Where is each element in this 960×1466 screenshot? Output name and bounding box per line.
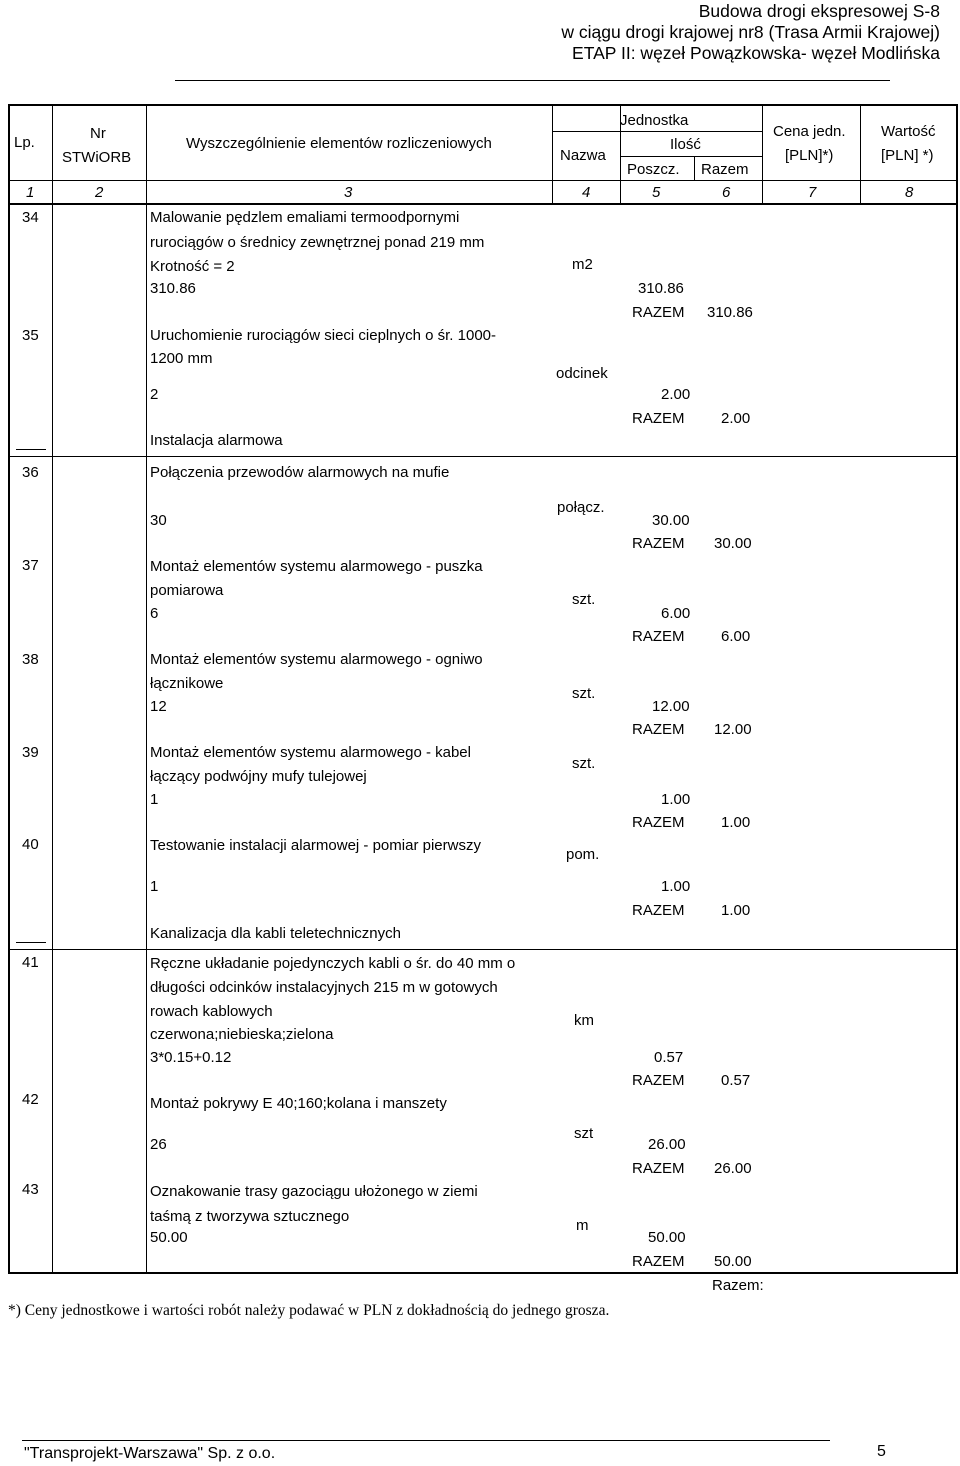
row-description: Krotność = 2 bbox=[150, 258, 235, 275]
row-formula: 6 bbox=[150, 605, 159, 622]
row-formula: 1 bbox=[150, 791, 159, 808]
row-lp: 37 bbox=[22, 557, 39, 574]
col-value-header: Wartość bbox=[881, 123, 936, 140]
row-qty: 6.00 bbox=[661, 605, 691, 622]
row-lp: 35 bbox=[22, 327, 39, 344]
section-marker bbox=[16, 942, 46, 943]
row-formula: 310.86 bbox=[150, 280, 196, 297]
col-stwiorb-header: STWiORB bbox=[62, 149, 132, 166]
row-lp: 36 bbox=[22, 464, 39, 481]
row-razem-label: RAZEM bbox=[632, 535, 685, 552]
doc-title-line2: w ciągu drogi krajowej nr8 (Trasa Armii Krajowej) bbox=[561, 22, 940, 42]
col-number: 6 bbox=[722, 184, 731, 201]
row-unit: pom. bbox=[566, 846, 600, 863]
row-lp: 39 bbox=[22, 744, 39, 761]
row-unit: szt. bbox=[572, 685, 596, 702]
row-unit: km bbox=[574, 1012, 594, 1029]
col-description-header: Wyszczególnienie elementów rozliczeniowych bbox=[186, 135, 492, 152]
row-qty: 30.00 bbox=[652, 512, 690, 529]
row-qty: 26.00 bbox=[648, 1136, 686, 1153]
row-description: rowach kablowych bbox=[150, 1003, 273, 1020]
row-description: rurociągów o średnicy zewnętrznej ponad 219 mm bbox=[150, 234, 485, 251]
col-nr-header: Nr bbox=[90, 125, 106, 142]
row-description: Oznakowanie trasy gazociągu ułożonego w ziemi bbox=[150, 1183, 478, 1200]
section-marker bbox=[16, 449, 46, 450]
row-qty: 0.57 bbox=[654, 1049, 684, 1066]
row-lp: 34 bbox=[22, 209, 39, 226]
row-description: Montaż elementów systemu alarmowego - kabel bbox=[150, 744, 471, 761]
row-unit: m bbox=[576, 1217, 589, 1234]
row-description: łącznikowe bbox=[150, 675, 224, 692]
row-razem-value: 2.00 bbox=[721, 410, 751, 427]
row-description: Uruchomienie rurociągów sieci cieplnych o śr. 1000- bbox=[150, 327, 496, 344]
row-description: pomiarowa bbox=[150, 582, 224, 599]
row-description: Malowanie pędzlem emaliami termoodpornymi bbox=[150, 209, 460, 226]
row-unit: odcinek bbox=[556, 365, 608, 382]
row-razem-value: 0.57 bbox=[721, 1072, 751, 1089]
row-qty: 50.00 bbox=[648, 1229, 686, 1246]
col-number: 3 bbox=[344, 184, 353, 201]
row-description: Montaż elementów systemu alarmowego - puszka bbox=[150, 558, 483, 575]
footer-rule bbox=[22, 1440, 830, 1441]
row-unit: szt. bbox=[572, 591, 596, 608]
page-number: 5 bbox=[877, 1443, 886, 1460]
row-qty: 310.86 bbox=[638, 280, 684, 297]
row-razem-label: RAZEM bbox=[632, 1160, 685, 1177]
col-number: 5 bbox=[652, 184, 661, 201]
row-qty: 12.00 bbox=[652, 698, 690, 715]
row-description: Ręczne układanie pojedynczych kabli o śr. do 40 mm o bbox=[150, 955, 516, 972]
row-unit: szt bbox=[574, 1125, 594, 1142]
row-unit: połącz. bbox=[557, 499, 605, 516]
row-description: Montaż elementów systemu alarmowego - ogniwo bbox=[150, 651, 483, 668]
col-price-header: Cena jedn. bbox=[773, 123, 846, 140]
row-lp: 42 bbox=[22, 1091, 39, 1108]
row-lp: 40 bbox=[22, 836, 39, 853]
row-razem-label: RAZEM bbox=[632, 628, 685, 645]
row-razem-value: 310.86 bbox=[707, 304, 753, 321]
col-unit-name-header: Nazwa bbox=[560, 147, 606, 164]
section-title: Kanalizacja dla kabli teletechnicznych bbox=[150, 925, 401, 942]
row-description: Połączenia przewodów alarmowych na mufie bbox=[150, 464, 450, 481]
row-description: czerwona;niebieska;zielona bbox=[150, 1026, 334, 1043]
col-number: 1 bbox=[26, 184, 35, 201]
row-razem-label: RAZEM bbox=[632, 814, 685, 831]
row-razem-value: 12.00 bbox=[714, 721, 752, 738]
footer-company: "Transprojekt-Warszawa" Sp. z o.o. bbox=[24, 1445, 276, 1462]
row-lp: 43 bbox=[22, 1181, 39, 1198]
col-number: 2 bbox=[95, 184, 104, 201]
row-description: długości odcinków instalacyjnych 215 m w gotowych bbox=[150, 979, 498, 996]
col-razem-header: Razem bbox=[701, 161, 749, 178]
row-unit: m2 bbox=[572, 256, 593, 273]
header-rule bbox=[175, 80, 890, 81]
row-qty: 1.00 bbox=[661, 878, 691, 895]
row-razem-label: RAZEM bbox=[632, 1072, 685, 1089]
row-razem-value: 30.00 bbox=[714, 535, 752, 552]
row-description: 1200 mm bbox=[150, 350, 213, 367]
col-number: 8 bbox=[905, 184, 914, 201]
col-unit-header: Jednostka bbox=[620, 112, 689, 129]
row-razem-label: RAZEM bbox=[632, 410, 685, 427]
row-razem-label: RAZEM bbox=[632, 902, 685, 919]
doc-title-line3: ETAP II: węzeł Powązkowska- węzeł Modlińska bbox=[572, 43, 940, 63]
row-razem-value: 26.00 bbox=[714, 1160, 752, 1177]
footnote: *) Ceny jednostkowe i wartości robót należy podawać w PLN z dokładnością do jednego grosza. bbox=[8, 1302, 610, 1319]
col-value-unit: [PLN] *) bbox=[881, 147, 934, 164]
row-qty: 2.00 bbox=[661, 386, 691, 403]
row-formula: 1 bbox=[150, 878, 159, 895]
row-razem-value: 1.00 bbox=[721, 902, 751, 919]
row-formula: 3*0.15+0.12 bbox=[150, 1049, 232, 1066]
col-price-unit: [PLN]*) bbox=[785, 147, 834, 164]
row-description: taśmą z tworzywa sztucznego bbox=[150, 1208, 350, 1225]
row-formula: 30 bbox=[150, 512, 167, 529]
row-formula: 2 bbox=[150, 386, 159, 403]
row-razem-value: 1.00 bbox=[721, 814, 751, 831]
row-razem-label: RAZEM bbox=[632, 721, 685, 738]
col-lp-header: Lp. bbox=[14, 134, 35, 151]
col-number: 7 bbox=[808, 184, 817, 201]
doc-title-line1: Budowa drogi ekspresowej S-8 bbox=[698, 1, 940, 21]
total-label: Razem: bbox=[712, 1277, 764, 1294]
row-formula: 26 bbox=[150, 1136, 167, 1153]
col-number: 4 bbox=[582, 184, 591, 201]
row-description: łączący podwójny mufy tulejowej bbox=[150, 768, 367, 785]
row-razem-value: 6.00 bbox=[721, 628, 751, 645]
row-qty: 1.00 bbox=[661, 791, 691, 808]
row-lp: 38 bbox=[22, 651, 39, 668]
col-poszcz-header: Poszcz. bbox=[627, 161, 680, 178]
row-razem-value: 50.00 bbox=[714, 1253, 752, 1270]
section-title: Instalacja alarmowa bbox=[150, 432, 283, 449]
row-description: Montaż pokrywy E 40;160;kolana i manszety bbox=[150, 1095, 447, 1112]
row-formula: 50.00 bbox=[150, 1229, 188, 1246]
row-description: Testowanie instalacji alarmowej - pomiar pierwszy bbox=[150, 837, 481, 854]
col-qty-header: Ilość bbox=[670, 136, 701, 153]
row-razem-label: RAZEM bbox=[632, 1253, 685, 1270]
row-lp: 41 bbox=[22, 954, 39, 971]
row-razem-label: RAZEM bbox=[632, 304, 685, 321]
row-formula: 12 bbox=[150, 698, 167, 715]
row-unit: szt. bbox=[572, 755, 596, 772]
